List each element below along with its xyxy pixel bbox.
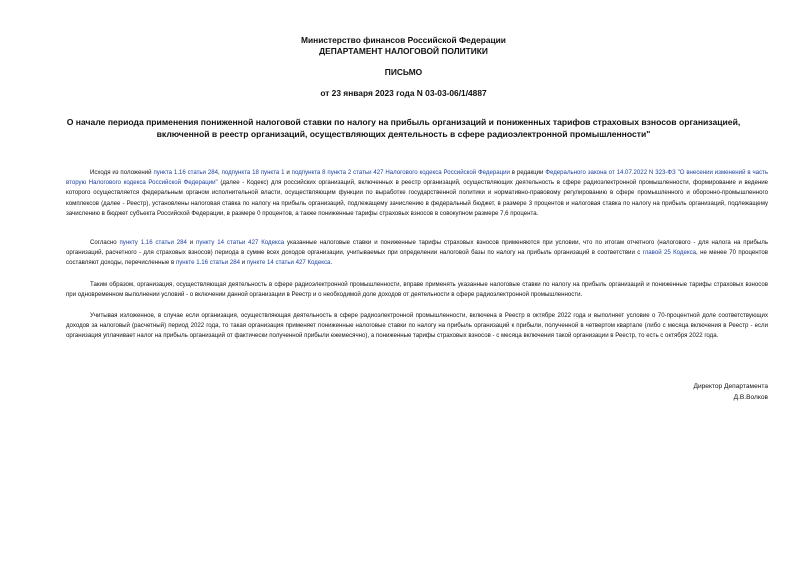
paragraph-1 [66, 168, 768, 219]
p2-text-5: и [240, 259, 247, 267]
p1-link-5[interactable]: Федерального закона от 14.07.2022 N 323-ФЗ "О внесении изменений в часть вторую Налогового кодекса Российской Федерации" [66, 169, 769, 187]
p1-link-1[interactable]: пункта 1.16 статьи 284 [153, 169, 218, 176]
p2-link-5[interactable]: пункте 14 статьи 427 Кодекса [246, 259, 331, 267]
p2-link-4[interactable]: пункте 1.16 статьи 284 [175, 259, 240, 267]
p1-link-3[interactable]: подпункта 8 пункта 2 статьи 427 [291, 169, 384, 176]
signature-position: Директор Департамента [693, 383, 768, 390]
p1-text-5: в редакции [509, 169, 546, 176]
paragraph-3 [66, 280, 768, 300]
p1-text-3: и [284, 169, 292, 176]
p2-text-4: , не менее 70 процентов составляют доходы, перечисленные в [66, 249, 768, 267]
p1-text-6: (далее - Кодекс) для российских организаций, включенных в реестр организаций, осуществляющих деятельность в сфере радиоэлектронной промышленности, формирование и ведение которого осуществляется федеральным органом исполнительной власти, осуществляющим функции по выработке государственной политики и нормативно-правовому регулированию в сфере промышленного и оборонно-промышленного комплексов (далее - Реестр), установлены налоговая ставка по налогу на прибыль организаций, подлежащему зачислению в федеральный бюджет, в размере 3 процентов и налоговая ставка по налогу на прибыль организаций, подлежащему зачислению в бюджет субъекта Российской Федерации, в размере 0 процентов, а также пониженные тарифы страховых взносов в совокупном размере 7,6 процента. [66, 179, 768, 217]
p1-link-4[interactable]: Налогового кодекса Российской Федерации [385, 169, 510, 176]
p1-link-2[interactable]: подпункта 18 пункта 1 [221, 169, 285, 176]
signature-name: Д.В.Волков [733, 394, 768, 401]
p2-text-2: и [186, 239, 197, 246]
paragraph-4 [66, 311, 768, 342]
p4-text: Учитывая изложенное, в случае если организация, осуществляющая деятельность в сфере радиоэлектронной промышленности, включена в Реестр в октябре 2022 года и выполняет условие о 70-процентной доле соответствующих доходов за налоговый (расчетный) период 2022 года, то такая организация применяет пониженные налоговые ставки по налогу на прибыль организаций к прибыли, полученной в четвертом квартале (либо с месяца включения в Реестр - если организация уплачивает налог на прибыль организаций от фактически полученной прибыли ежемесячно), а пониженные тарифы страховых взносов - с месяца включения такой организации в Реестр, то есть с октября 2022 года. [66, 312, 768, 340]
p2-link-1[interactable]: пункту 1.16 статьи 284 [119, 239, 187, 246]
document-title [40, 117, 767, 140]
p2-text-1: Согласно [90, 239, 120, 246]
ministry-name: Министерство финансов Российской Федерации [301, 35, 506, 45]
p2-text-6: . [330, 259, 333, 267]
department-name: ДЕПАРТАМЕНТ НАЛОГОВОЙ ПОЛИТИКИ [319, 46, 488, 56]
title-line-2: включенной в реестр организаций, осуществляющих деятельность в сфере радиоэлектронной промышленности" [156, 128, 651, 139]
document-date-number: от 23 января 2023 года N 03-03-06/1/4887 [320, 88, 487, 98]
p2-text-3: указанные налоговые ставки и пониженные тарифы страховых взносов применяются при условии, что по итогам отчетного (налогового - для налога на прибыль организаций, расчетного - для страховых взносов) периода в сумме всех доходов организации, учитываемых при определении налоговой базы по налогу на прибыль организаций в соответствии с [66, 239, 768, 257]
p1-text-2: , [218, 169, 222, 176]
p1-text-1: Исходя из положений [90, 169, 154, 176]
p2-link-3[interactable]: главой 25 Кодекса [642, 249, 697, 257]
signature-block [693, 381, 768, 403]
p2-link-2[interactable]: пункту 14 статьи 427 Кодекса [196, 239, 285, 246]
paragraph-2 [66, 238, 768, 269]
document-type: ПИСЬМО [384, 67, 423, 77]
title-line-1: О начале периода применения пониженной налоговой ставки по налогу на прибыль организаций и пониженных тарифов страховых взносов организацией, [66, 117, 741, 127]
p3-text: Таким образом, организация, осуществляющая деятельность в сфере радиоэлектронной промышленности, вправе применять указанные налоговые ставки по налогу на прибыль организаций и пониженные тарифы страховых взносов при одновременном выполнении условий - о включении данной организации в Реестр и о необходимой доле доходов от деятельности в сфере радиоэлектронной промышленности. [66, 281, 768, 299]
